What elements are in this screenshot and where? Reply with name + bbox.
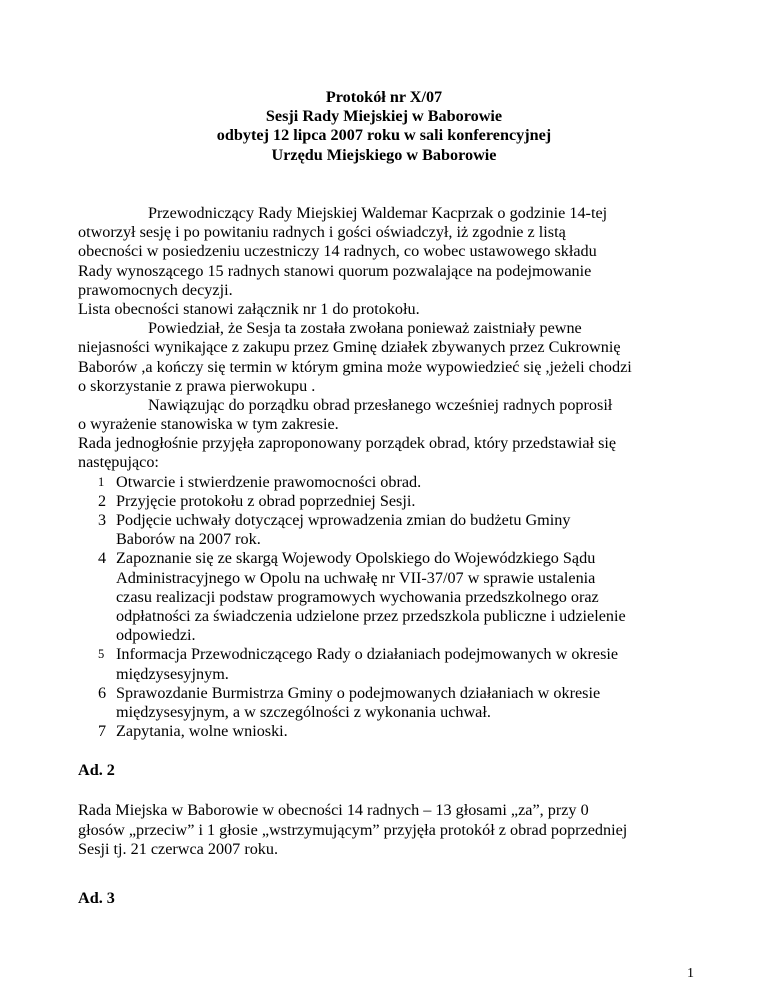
agenda-request-paragraph xyxy=(78,396,700,434)
text-line: niejasności wynikające z zakupu przez Gminę działek zbywanych przez Cukrownię xyxy=(78,338,621,357)
agenda-item-text: międzysesyjnym, a w szczególności z wykonania uchwał. xyxy=(116,702,491,721)
agenda-item-text: Podjęcie uchwały dotyczącej wprowadzenia zmian do budżetu Gminy xyxy=(116,511,571,529)
agenda-item xyxy=(78,645,700,683)
agenda-item-number: 1 xyxy=(98,474,105,489)
agenda-item-number: 4 xyxy=(98,549,107,568)
agenda-item-text: odpłatności za świadczenia udzielone przez przedszkola publiczne i udzielenie xyxy=(116,606,626,625)
agenda-item-text: Baborów na 2007 rok. xyxy=(116,530,261,549)
text-line: Baborów ,a kończy się termin w którym gmina może wypowiedzieć się ,jeżeli chodzi xyxy=(78,357,632,376)
ad-2-paragraph xyxy=(78,801,700,859)
agenda-item-text: międzysesyjnym. xyxy=(116,664,229,683)
title-line-2: Sesji Rady Miejskiej w Baborowie xyxy=(265,107,503,126)
agenda-adoption-paragraph xyxy=(78,434,700,472)
agenda-list xyxy=(78,473,700,742)
text-line: otworzył sesję i po powitaniu radnych i gości oświadczył, iż zgodnie z listą xyxy=(78,223,566,242)
attendance-line: Lista obecności stanowi załącznik nr 1 do protokołu. xyxy=(78,299,420,318)
agenda-item-text: Otwarcie i stwierdzenie prawomocności obrad. xyxy=(116,472,422,491)
text-line: obecności w posiedzeniu uczestniczy 14 radnych, co wobec ustawowego składu xyxy=(78,242,597,261)
agenda-item-number: 5 xyxy=(98,647,105,662)
text-line: Rady wynoszącego 15 radnych stanowi quorum pozwalające na podejmowanie xyxy=(78,261,592,280)
agenda-item-text: Zapytania, wolne wnioski. xyxy=(116,722,288,741)
agenda-item-number: 2 xyxy=(98,491,107,510)
text-line: Sesji tj. 21 czerwca 2007 roku. xyxy=(78,839,279,858)
text-line: Rada jednogłośnie przyjęła zaproponowany porządek obrad, który przedstawiał się xyxy=(78,434,617,453)
ad-3-heading: Ad. 3 xyxy=(78,889,115,907)
text-line: Przewodniczący Rady Miejskiej Waldemar Kacprzak o godzinie 14-tej xyxy=(148,204,608,222)
agenda-item-number: 7 xyxy=(98,722,107,741)
agenda-item-text: Administracyjnego w Opolu na uchwałę nr VII-37/07 w sprawie ustalenia xyxy=(116,568,596,587)
title-line-4: Urzędu Miejskiego w Baborowie xyxy=(271,145,497,164)
agenda-item xyxy=(78,473,700,492)
agenda-item xyxy=(78,549,700,645)
agenda-item-text: Sprawozdanie Burmistrza Gminy o podejmowanych działaniach w okresie xyxy=(116,683,601,702)
text-line: o wyrażenie stanowiska w tym zakresie. xyxy=(78,415,339,434)
agenda-item xyxy=(78,684,700,722)
text-line: prawomocnych decyzji. xyxy=(78,280,233,299)
agenda-item xyxy=(78,492,700,511)
page-number: 1 xyxy=(687,966,694,981)
text-line: o skorzystanie z prawa pierwokupu . xyxy=(78,376,316,395)
text-line: następująco: xyxy=(78,453,159,472)
ad-2-heading: Ad. 2 xyxy=(78,761,115,780)
text-line: Powiedział, że Sesja ta została zwołana ponieważ zaistniały pewne xyxy=(148,319,582,338)
agenda-item-text: czasu realizacji podstaw programowych wychowania przedszkolnego oraz xyxy=(116,587,599,606)
agenda-item xyxy=(78,511,700,549)
title-line-1: Protokół nr X/07 xyxy=(325,88,443,106)
agenda-item xyxy=(78,722,700,741)
opening-paragraph xyxy=(78,204,700,300)
agenda-item-text: Przyjęcie protokołu z obrad poprzedniej Sesji. xyxy=(116,491,416,510)
agenda-item-text: Informacja Przewodniczącego Rady o działaniach podejmowanych w okresie xyxy=(116,645,619,664)
agenda-item-text: Zapoznanie się ze skargą Wojewody Opolskiego do Wojewódzkiego Sądu xyxy=(116,549,596,568)
protocol-body xyxy=(78,204,700,908)
session-reason-paragraph xyxy=(78,319,700,396)
agenda-item-number: 6 xyxy=(98,683,107,702)
agenda-item-number: 3 xyxy=(98,511,107,529)
text-line: głosów „przeciw” i 1 głosie „wstrzymującym” przyjęła protokół z obrad poprzedniej xyxy=(78,820,628,839)
agenda-item-text: odpowiedzi. xyxy=(116,626,196,645)
title-line-3: odbytej 12 lipca 2007 roku w sali konferencyjnej xyxy=(216,126,552,145)
text-line: Rada Miejska w Baborowie w obecności 14 radnych – 13 głosami „za”, przy 0 xyxy=(78,801,589,820)
text-line: Nawiązując do porządku obrad przesłanego wcześniej radnych poprosił xyxy=(148,395,613,414)
protocol-title xyxy=(0,88,768,165)
